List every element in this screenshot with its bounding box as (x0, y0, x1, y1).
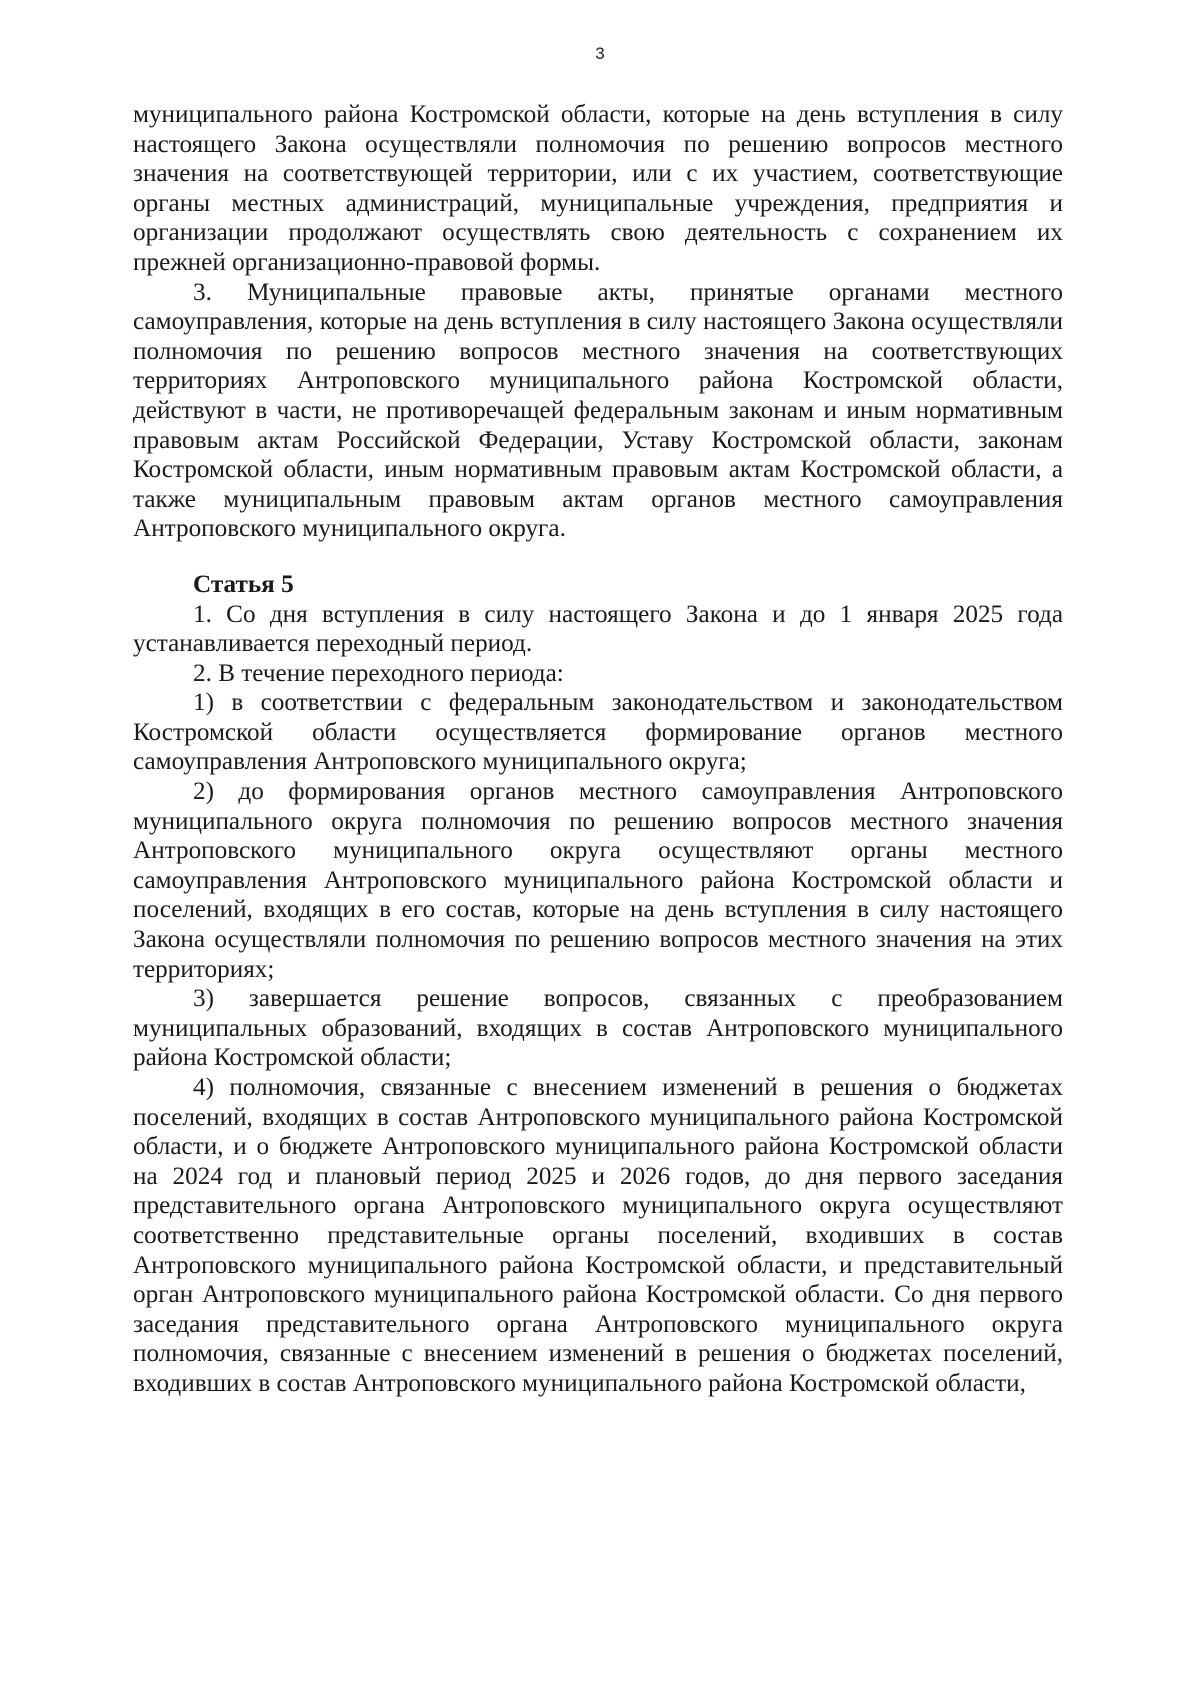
article-subitem-1: 1) в соответствии с федеральным законодательством и законодательством Костромской области осуществляется формирование органов местного самоуправления Антроповского муниципального округа; (133, 689, 1063, 776)
article-heading: Статья 5 (193, 570, 294, 598)
paragraph-continuation: муниципального района Костромской области, которые на день вступления в силу настоящего Закона осуществляли полномочия по решению вопросов местного значения на соответствующей территории, или с их участием, соответствующие органы местных администраций, муниципальные учреждения, предприятия и организации продолжают осуществлять свою деятельность с сохранением их прежней организационно-правовой формы. (133, 101, 1063, 276)
article-subitem-3: 3) завершается решение вопросов, связанных с преобразованием муниципальных образований, входящих в состав Антроповского муниципального района Костромской области; (133, 985, 1063, 1072)
paragraph-item-3: 3. Муниципальные правовые акты, принятые органами местного самоуправления, которые на день вступления в силу настоящего Закона осуществляли полномочия по решению вопросов местного значения на соответствующих территориях Антроповского муниципального района Костромской области, действуют в части, не противоречащей федеральным законам и иным нормативным правовым актам Российской Федерации, Уставу Костромской области, законам Костромской области, иным нормативным правовым актам Костромской области, а также муниципальным правовым актам органов местного самоуправления Антроповского муниципального округа. (133, 278, 1063, 543)
article-subitem-2: 2) до формирования органов местного самоуправления Антроповского муниципального округа полномочия по решению вопросов местного значения Антроповского муниципального округа осуществляют органы местного самоуправления Антроповского муниципального района Костромской области и поселений, входящих в его состав, которые на день вступления в силу настоящего Закона осуществляли полномочия по решению вопросов местного значения на этих территориях; (133, 778, 1063, 983)
article-paragraph-2: 2. В течение переходного периода: (193, 659, 564, 687)
article-paragraph-1: 1. Со дня вступления в силу настоящего Закона и до 1 января 2025 года устанавливается переходный период. (133, 600, 1063, 658)
article-subitem-4: 4) полномочия, связанные с внесением изменений в решения о бюджетах поселений, входящих в состав Антроповского муниципального района Костромской области, и о бюджете Антроповского муниципального района Костромской области на 2024 год и плановый период 2025 и 2026 годов, до дня первого заседания представительного органа Антроповского муниципального округа осуществляют соответственно представительные органы поселений, входивших в состав Антроповского муниципального района Костромской области, и представительный орган Антроповского муниципального района Костромской области. Со дня первого заседания представительного органа Антроповского муниципального округа полномочия, связанные с внесением изменений в решения о бюджетах поселений, входивших в состав Антроповского муниципального района Костромской области, (133, 1074, 1063, 1397)
page-number: 3 (595, 44, 605, 63)
document-body (133, 100, 1063, 1399)
